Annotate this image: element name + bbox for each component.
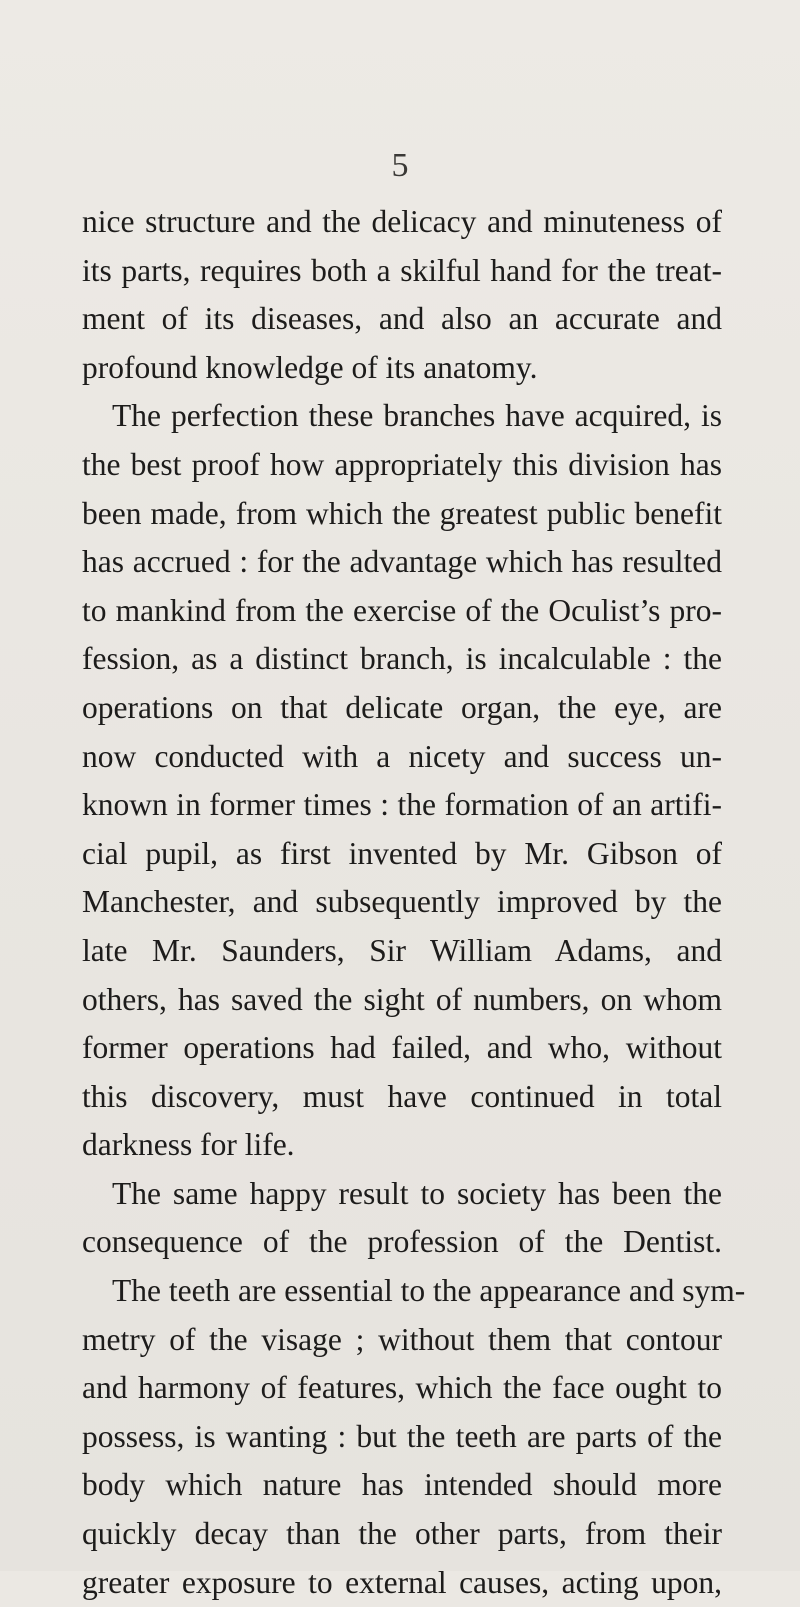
text-line: Manchester, and subsequently improved by the: [82, 884, 722, 920]
text-line: profound knowledge of its anatomy.: [82, 349, 538, 385]
text-line: ment of its diseases, and also an accurate and: [82, 301, 722, 337]
text-line: late Mr. Saunders, Sir William Adams, and: [82, 932, 722, 968]
body-text: [82, 198, 746, 1607]
text-line: quickly decay than the other parts, from their: [82, 1516, 722, 1552]
text-line: fession, as a distinct branch, is incalculable : the: [82, 641, 722, 677]
text-line: this discovery, must have continued in total: [82, 1078, 722, 1114]
text-line: The same happy result to society has been the: [112, 1175, 722, 1211]
text-line: body which nature has intended should more: [82, 1467, 722, 1503]
text-line: greater exposure to external causes, acting upon,: [82, 1564, 722, 1600]
text-line: operations on that delicate organ, the eye, are: [82, 689, 722, 725]
text-line: nice structure and the delicacy and minuteness of: [82, 204, 722, 239]
text-line: others, has saved the sight of numbers, on whom: [82, 981, 722, 1017]
text-line: and harmony of features, which the face ought to: [82, 1370, 722, 1406]
text-line: The perfection these branches have acquired, is: [112, 398, 722, 434]
text-line: the best proof how appropriately this division has: [82, 446, 722, 482]
text-line: metry of the visage ; without them that contour: [82, 1321, 722, 1357]
text-line: possess, is wanting : but the teeth are parts of the: [82, 1418, 722, 1454]
text-line: The teeth are essential to the appearance and sym-: [112, 1273, 746, 1309]
text-line: cial pupil, as first invented by Mr. Gibson of: [82, 835, 722, 871]
text-line: known in former times : the formation of an artifi-: [82, 787, 722, 823]
text-line: its parts, requires both a skilful hand for the treat-: [82, 252, 722, 288]
page-number: 5: [391, 147, 409, 184]
text-line: now conducted with a nicety and success un-: [82, 738, 722, 774]
text-line: been made, from which the greatest public benefit: [82, 495, 722, 531]
text-line: consequence of the profession of the Dentist.: [82, 1224, 722, 1260]
text-line: former operations had failed, and who, without: [82, 1030, 722, 1066]
text-line: has accrued : for the advantage which has resulted: [82, 544, 722, 580]
text-line: darkness for life.: [82, 1127, 295, 1163]
text-line: to mankind from the exercise of the Oculist’s pro-: [82, 592, 722, 628]
